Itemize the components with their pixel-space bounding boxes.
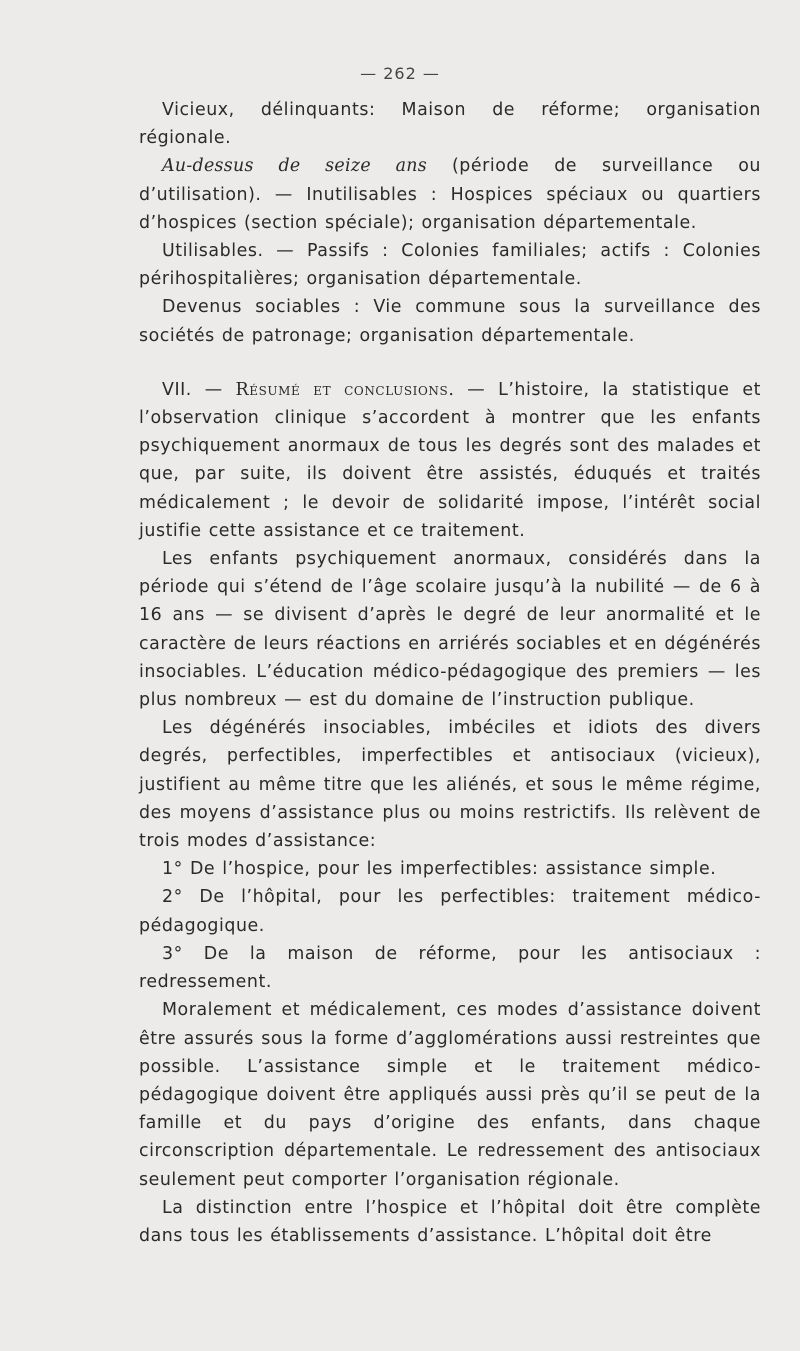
paragraph-reform-house: Vicieux, délinquants: Maison de réforme; organisation régionale. <box>139 100 761 149</box>
paragraph-text: (période de surveillance ou d’utilisation). — Inutilisables : Hospices spéciaux ou quartiers d’hospices (section spéciale); organisation départementale. <box>139 156 761 233</box>
paragraph-distinction: La distinction entre l’hospice et l’hôpital doit être complète dans tous les établissements d’assistance. L’hôpital doit être <box>139 1197 761 1246</box>
paragraph-sociable: Devenus sociables : Vie commune sous la surveillance des sociétés de patronage; organisation départementale. <box>139 297 761 346</box>
list-item-reform-house: 3° De la maison de réforme, pour les antisociaux : redressement. <box>139 943 761 993</box>
paragraph-assistance-modes: Moralement et médicalement, ces modes d’assistance doivent être assurés sous la forme d’agglomérations aussi restreintes que possible. L’assistance simple et le traitement médico-pédagogique doivent être appliqués aussi près qu’il se peut de la famille et du pays d’origine des enfants, dans chaque circonscription départementale. Le redressement des antisociaux seulement peut comporter l’organisation régionale. <box>139 1000 761 1190</box>
paragraph-degenerates: Les dégénérés insociables, imbéciles et idiots des divers degrés, perfectibles, imperfectibles et antisociaux (vicieux), justifient au même titre que les aliénés, et sous le même régime, des moyens d’assistance plus ou moins restrictifs. Ils relèvent de trois modes d’assistance: <box>139 718 761 852</box>
paragraph-text: — L’histoire, la statistique et l’observation clinique s’accordent à montrer que les enfants psychiquement anormaux de tous les degrés sont des malades et que, par suite, ils doivent être assistés, éduqués et traités médicalement ; le devoir de solidarité impose, l’intérêt social justifie cette assistance et ce traitement. <box>139 379 761 541</box>
paragraph-usable: Utilisables. — Passifs : Colonies familiales; actifs : Colonies périhospitalières; organisation départementale. <box>139 241 761 290</box>
section-heading: Résumé et conclusions. <box>235 379 455 400</box>
italic-phrase: Au-dessus de seize ans <box>162 156 428 177</box>
list-item-hospital: 2° De l’hôpital, pour les perfectibles: traitement médico-pédagogique. <box>139 887 761 936</box>
section-number: VII. — <box>162 379 236 400</box>
paragraph-over-sixteen <box>139 152 761 237</box>
list-item-hospice: 1° De l’hospice, pour les imperfectibles: assistance simple. <box>162 859 717 880</box>
page-number: — 262 — <box>360 64 440 83</box>
body-text <box>139 96 761 1250</box>
paragraph-children-division: Les enfants psychiquement anormaux, considérés dans la période qui s’étend de l’âge scolaire jusqu’à la nubilité — de 6 à 16 ans — se divisent d’après le degré de leur anormalité et le caractère de leurs réactions en arriérés sociables et en dégénérés insociables. L’éducation médico-pédagogique des premiers — les plus nombreux — est du domaine de l’instruction publique. <box>139 549 761 711</box>
paragraph-section-vii <box>139 376 761 545</box>
